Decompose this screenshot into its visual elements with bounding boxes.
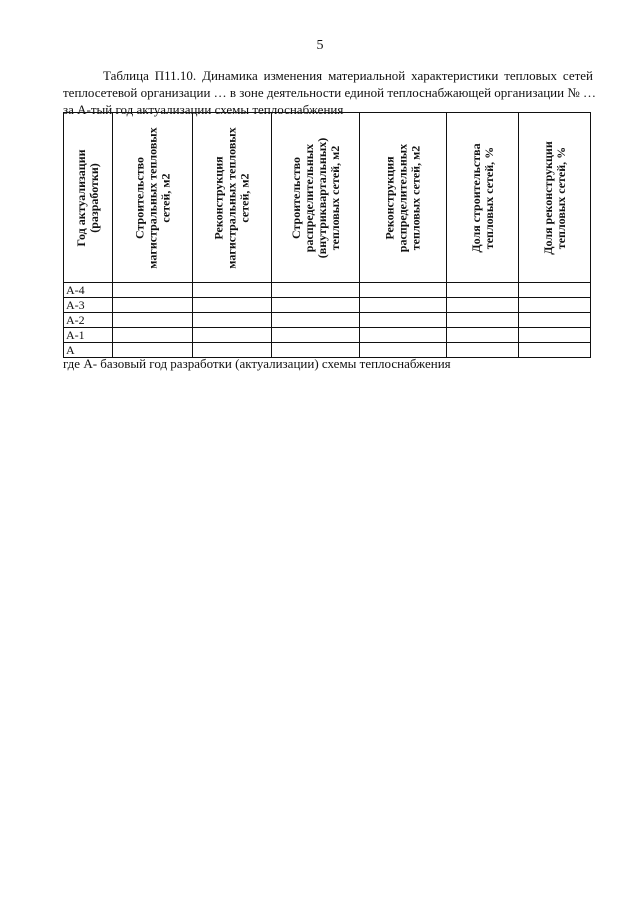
table-cell <box>113 298 193 313</box>
table-cell <box>447 343 519 358</box>
table-cell <box>360 283 447 298</box>
header-reconstruction-share: Доля реконструкции тепловых сетей, % <box>519 113 591 283</box>
header-construction-share: Доля строительства тепловых сетей, % <box>447 113 519 283</box>
row-year-cell: А <box>64 343 113 358</box>
table-cell <box>447 313 519 328</box>
table-footnote: где А- базовый год разработки (актуализации) схемы теплоснабжения <box>63 356 451 371</box>
table-row <box>64 283 591 298</box>
table-row <box>64 313 591 328</box>
table-cell <box>519 298 591 313</box>
table-cell <box>360 313 447 328</box>
row-year-cell: А-3 <box>64 298 113 313</box>
table-cell <box>272 313 360 328</box>
table-cell <box>519 328 591 343</box>
row-year-cell: А-4 <box>64 283 113 298</box>
table-row <box>64 298 591 313</box>
header-distribution-construction: Строительство распределительных (внутриквартальных) тепловых сетей, м2 <box>272 113 360 283</box>
table-cell <box>360 328 447 343</box>
header-row <box>64 113 591 283</box>
table-cell <box>113 328 193 343</box>
table-cell <box>272 283 360 298</box>
table-cell <box>272 328 360 343</box>
table-cell <box>113 283 193 298</box>
page-number: 5 <box>316 38 324 53</box>
table-cell <box>360 298 447 313</box>
table-cell <box>193 298 272 313</box>
row-year-cell: А-1 <box>64 328 113 343</box>
caption-line-1: Таблица П11.10. Динамика изменения материальной характеристики тепловых сетей <box>103 68 593 83</box>
table-cell <box>113 313 193 328</box>
table-cell <box>193 328 272 343</box>
row-year-cell: А-2 <box>64 313 113 328</box>
table-cell <box>272 298 360 313</box>
table-cell <box>519 313 591 328</box>
table-cell <box>447 298 519 313</box>
caption-line-3: за А-тый год актуализации схемы теплоснабжения <box>63 102 344 117</box>
table-cell <box>447 328 519 343</box>
header-distribution-reconstruction: Реконструкция распределительных тепловых сетей, м2 <box>360 113 447 283</box>
table-cell <box>519 343 591 358</box>
table-cell <box>193 283 272 298</box>
header-trunk-construction: Строительство магистральных тепловых сетей, м2 <box>113 113 193 283</box>
table-cell <box>519 283 591 298</box>
table-row <box>64 328 591 343</box>
header-year: Год актуализации (разработки) <box>64 113 113 283</box>
table-cell <box>193 313 272 328</box>
table-caption <box>63 67 596 118</box>
caption-line-2: теплосетевой организации … в зоне деятельности единой теплоснабжающей организации № … <box>63 85 596 100</box>
header-trunk-reconstruction: Реконструкция магистральных тепловых сетей, м2 <box>193 113 272 283</box>
table-cell <box>447 283 519 298</box>
dynamics-table <box>63 112 591 358</box>
